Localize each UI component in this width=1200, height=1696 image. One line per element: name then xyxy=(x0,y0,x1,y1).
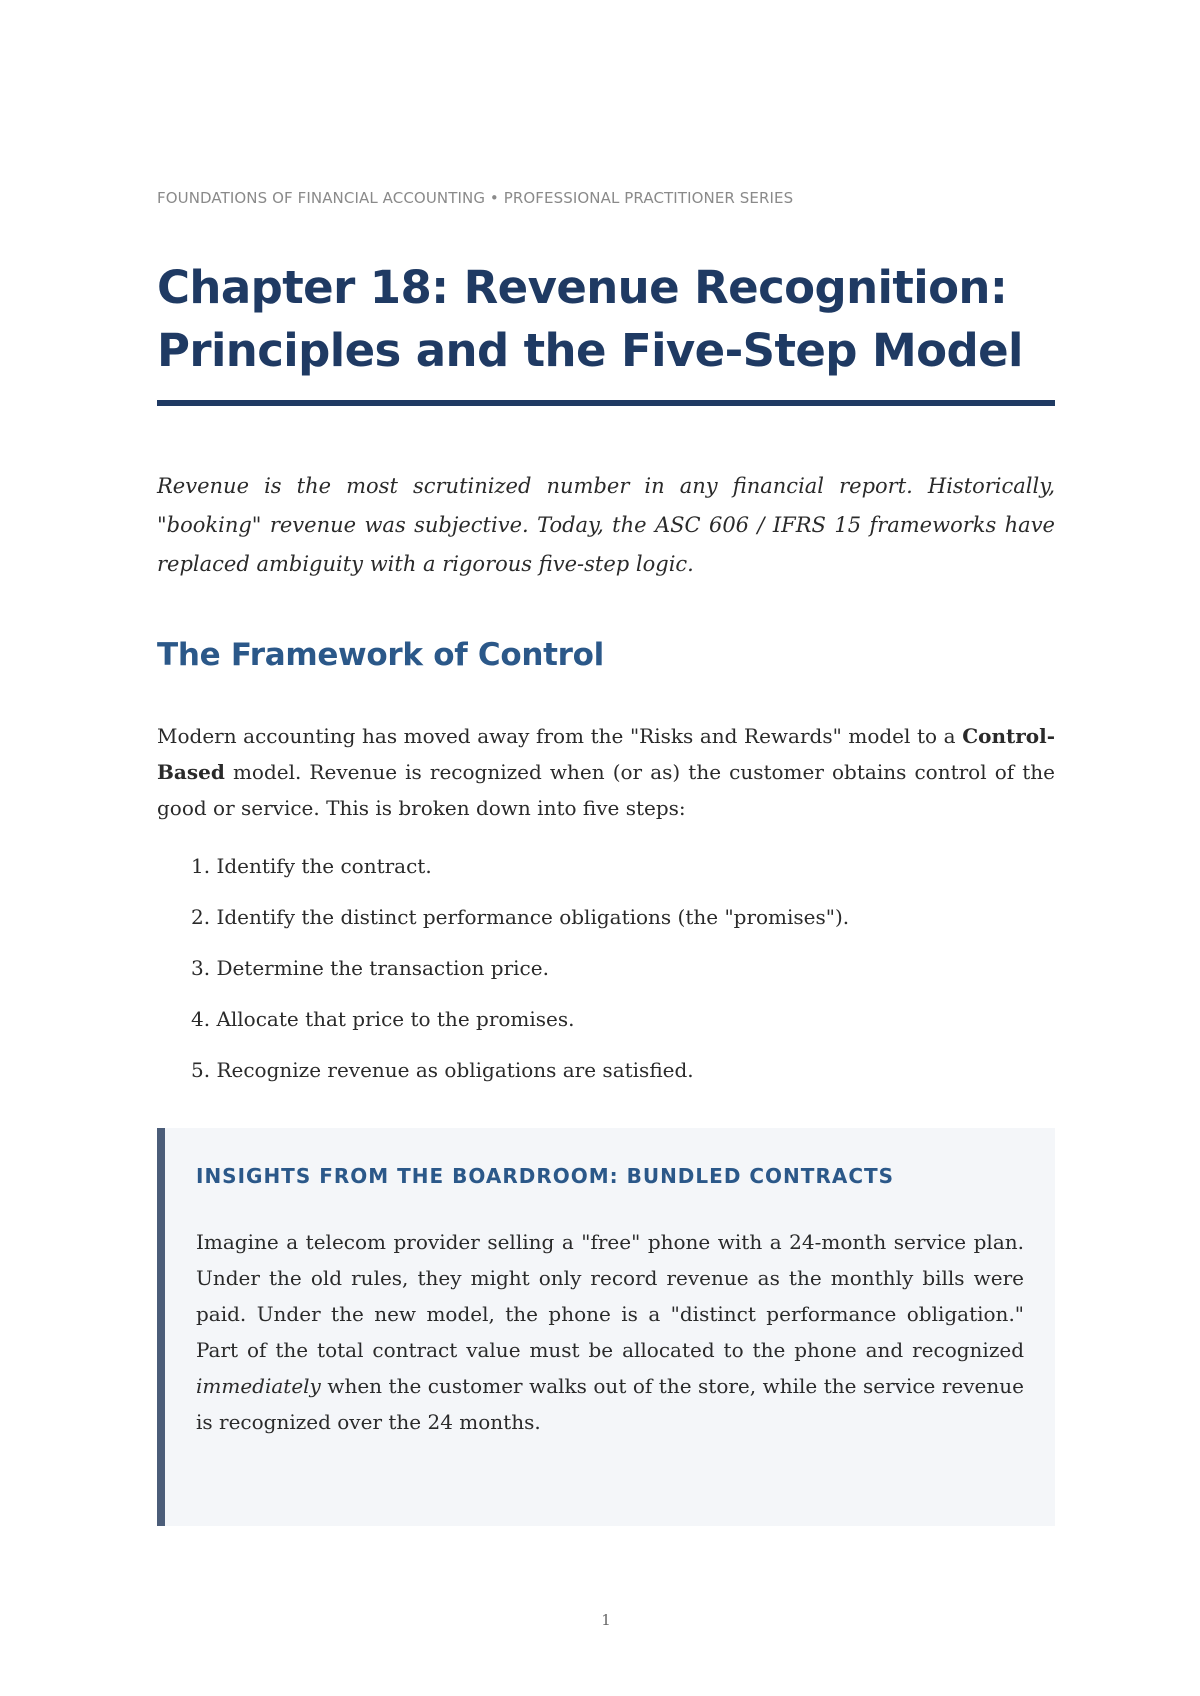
chapter-title-line-1: Chapter 18: Revenue Recognition: xyxy=(157,261,1008,314)
callout-text-2: when the customer walks out of the store, while the service revenue is recognized over the 24 months. xyxy=(196,1374,1024,1434)
list-item: 3. Determine the transaction price. xyxy=(191,956,549,980)
callout-emphasis: immediately xyxy=(196,1374,321,1398)
five-step-list xyxy=(157,848,849,1103)
chapter-title-line-2: Principles and the Five-Step Model xyxy=(157,324,1023,377)
running-head: FOUNDATIONS OF FINANCIAL ACCOUNTING • PROFESSIONAL PRACTITIONER SERIES xyxy=(157,189,794,207)
callout-text-1: Imagine a telecom provider selling a "free" phone with a 24-month service plan. Under the old rules, they might only record revenue as the monthly bills were paid. Under the new model, the phone is a "distinct performance obligation." Part of the total contract value must be allocated to the phone and recognized xyxy=(196,1230,1024,1362)
callout-box xyxy=(157,1128,1055,1526)
list-item: 2. Identify the distinct performance obligations (the "promises"). xyxy=(191,905,850,929)
section-paragraph-text-1: Modern accounting has moved away from the "Risks and Rewards" model to a xyxy=(157,724,963,748)
section-paragraph-text-2: model. Revenue is recognized when (or as) the customer obtains control of the good or service. This is broken down into five steps: xyxy=(157,760,1055,820)
title-divider xyxy=(157,400,1055,406)
callout-paragraph xyxy=(196,1224,1024,1440)
section-paragraph xyxy=(157,718,1055,826)
list-item: 1. Identify the contract. xyxy=(191,854,432,878)
list-item: 4. Allocate that price to the promises. xyxy=(191,1007,575,1031)
list-item: 5. Recognize revenue as obligations are satisfied. xyxy=(191,1058,694,1082)
callout-heading: INSIGHTS FROM THE BOARDROOM: BUNDLED CONTRACTS xyxy=(196,1164,895,1188)
section-paragraph-bold: Control-Based xyxy=(157,724,1055,784)
page-number: 1 xyxy=(601,1611,611,1629)
section-heading: The Framework of Control xyxy=(157,637,604,673)
intro-paragraph: Revenue is the most scrutinized number in any financial report. Historically, "booking" revenue was subjective. Today, the ASC 606 / IFRS 15 frameworks have replaced ambiguity with a rigorous five-step logic. xyxy=(157,474,1055,576)
chapter-title xyxy=(157,256,1023,382)
